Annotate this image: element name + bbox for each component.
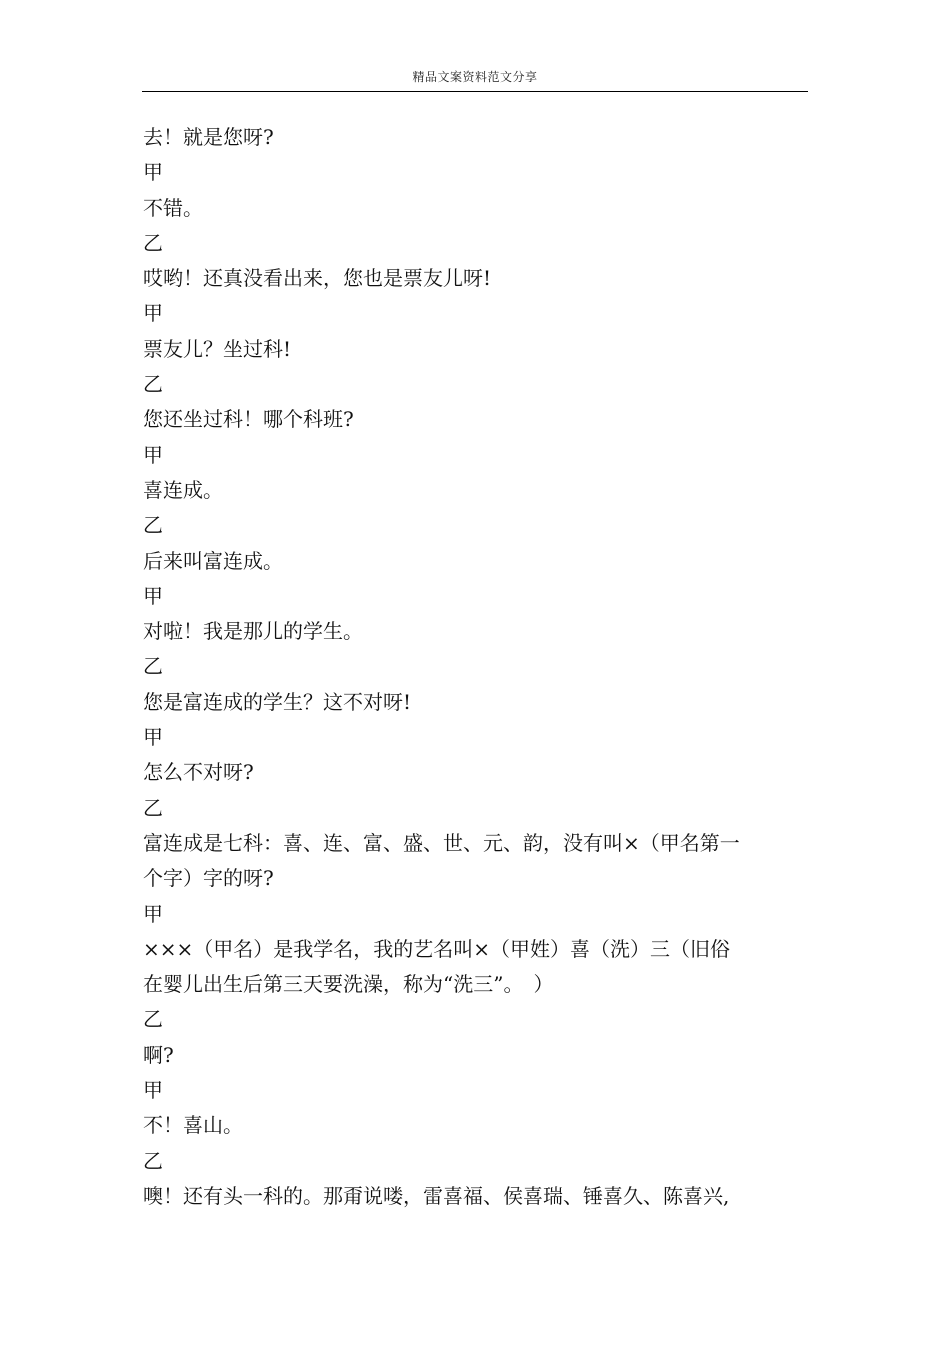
text-line: 在婴儿出生后第三天要洗澡，称为“洗三”。 ） (143, 972, 554, 997)
text-line: 怎么不对呀? (143, 760, 254, 785)
speaker-label: 甲 (143, 301, 163, 326)
speaker-label: 乙 (143, 795, 163, 820)
header-divider (142, 91, 808, 92)
text-line: 个字）字的呀? (143, 866, 274, 891)
text-line: 您还坐过科！哪个科班? (143, 407, 354, 432)
text-line: 不！喜山。 (143, 1113, 243, 1138)
text-line: 票友儿？坐过科! (143, 336, 292, 361)
dialogue-body (143, 120, 783, 1214)
text-line: ×××（甲名）是我学名，我的艺名叫×（甲姓）喜（洗）三（旧俗 (143, 936, 731, 961)
speaker-label: 甲 (143, 725, 163, 750)
text-line: 噢！还有头一科的。那甭说喽，雷喜福、侯喜瑞、锤喜久、陈喜兴, (143, 1183, 730, 1208)
speaker-label: 乙 (143, 654, 163, 679)
text-line: 喜连成。 (143, 477, 223, 502)
text-line: 不错。 (143, 195, 203, 220)
page-header: 精品文案资料范文分享 (412, 70, 538, 84)
speaker-label: 乙 (143, 230, 163, 255)
text-line: 您是富连成的学生？这不对呀! (143, 689, 412, 714)
speaker-label: 乙 (143, 1148, 163, 1173)
text-line: 哎哟！还真没看出来，您也是票友儿呀! (143, 266, 492, 291)
text-line: 啊? (143, 1042, 174, 1067)
speaker-label: 乙 (143, 1007, 163, 1032)
speaker-label: 甲 (143, 442, 163, 467)
text-line: 对啦！我是那儿的学生。 (143, 619, 363, 644)
text-line: 富连成是七科：喜、连、富、盛、世、元、韵，没有叫×（甲名第一 (143, 830, 740, 855)
text-line: 后来叫富连成。 (143, 548, 283, 573)
speaker-label: 甲 (143, 901, 163, 926)
text-line: 去！就是您呀? (143, 125, 274, 149)
speaker-label: 乙 (143, 372, 163, 397)
speaker-label: 甲 (143, 583, 163, 608)
speaker-label: 乙 (143, 513, 163, 538)
speaker-label: 甲 (143, 1078, 163, 1103)
speaker-label: 甲 (143, 160, 163, 185)
